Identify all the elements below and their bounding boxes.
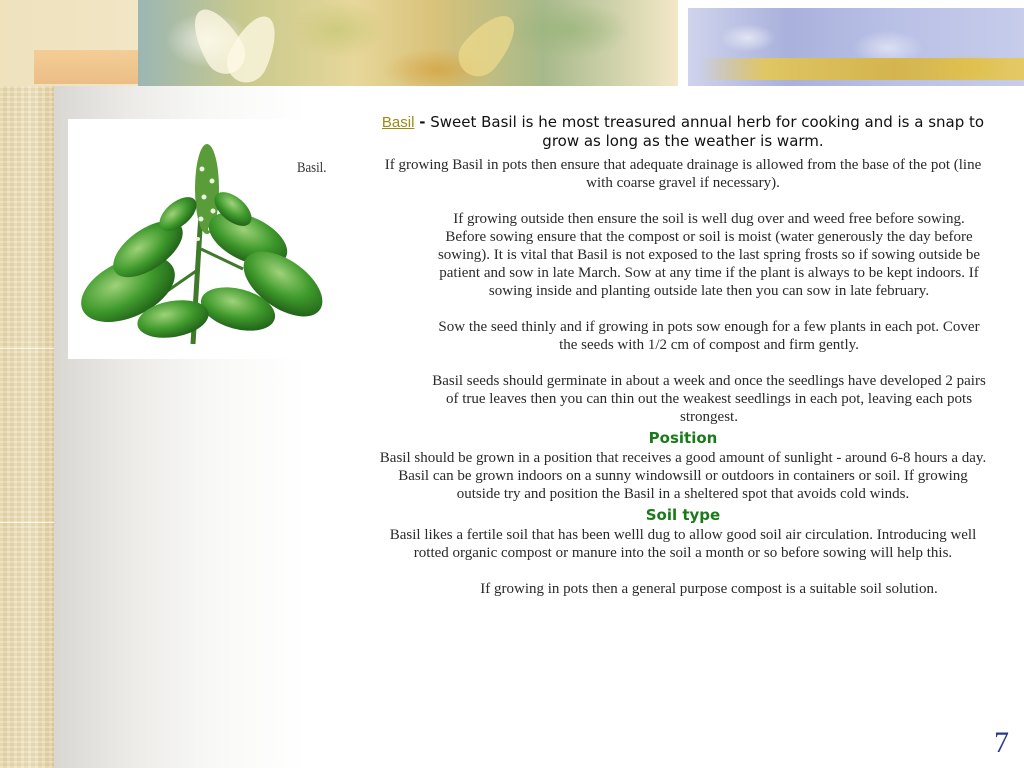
soil-type-heading: Soil type [645,506,721,524]
position-paragraph: Basil should be grown in a position that receives a good amount of sunlight - around 6-8 hours a day. Basil can be grown indoors on a sunny windowsill or outdoors in containers or soil. If growing outside try and position the Basil in a sheltered spot that avoids cold winds. [379,450,987,502]
intro-paragraph [377,113,989,151]
image-caption: Basil. [297,160,327,176]
basil-link[interactable]: Basil [381,114,415,131]
intro-text: Sweet Basil is he most treasured annual herb for cooking and is a snap to grow as long as the weather is warm. [430,113,985,150]
banner-leaf-collage [138,0,678,86]
sow-thinly-paragraph: Sow the seed thinly and if growing in pots sow enough for a few plants in each pot. Cover the seeds with 1/2 cm of compost and firm gently. [438,319,980,353]
intro-dash: - [419,113,426,131]
position-heading: Position [648,429,718,447]
decorative-banner [0,0,1024,86]
paper-texture-strip [0,0,54,768]
pots-drainage-paragraph: If growing Basil in pots then ensure that adequate drainage is allowed from the base of the pot (line with coarse gravel if necessary). [384,157,982,191]
banner-gold-wheat [700,58,1024,80]
before-sowing-paragraph: Before sowing ensure that the compost or soil is moist (water generously the day before sowing). It is vital that Basil is not exposed to the last spring frosts so if sowing outside be patient and sow in late March. Sow at any time if the plant is always to be kept indoors. If sowing inside and planting outside late then you can sow in late february. [437,229,981,299]
basil-plant-illustration [68,119,341,359]
germinate-paragraph: Basil seeds should germinate in about a week and once the seedlings have developed 2 pairs of true leaves then you can thin out the weakest seedlings in each pot, leaving each pots strongest. [432,373,986,425]
pots-compost-paragraph: If growing in pots then a general purpose compost is a suitable soil solution. [480,581,938,597]
outside-soil-paragraph: If growing outside then ensure the soil is well dug over and weed free before sowing. [453,211,965,227]
soil-type-paragraph: Basil likes a fertile soil that has been welll dug to allow good soil air circulation. Introducing well rotted organic compost or manure into the soil a month or so before sowing will help this. [389,527,977,561]
main-content [377,113,989,598]
page-number: 7 [994,726,1009,759]
banner-orange-block [34,50,144,84]
basil-plant-image [68,119,341,359]
